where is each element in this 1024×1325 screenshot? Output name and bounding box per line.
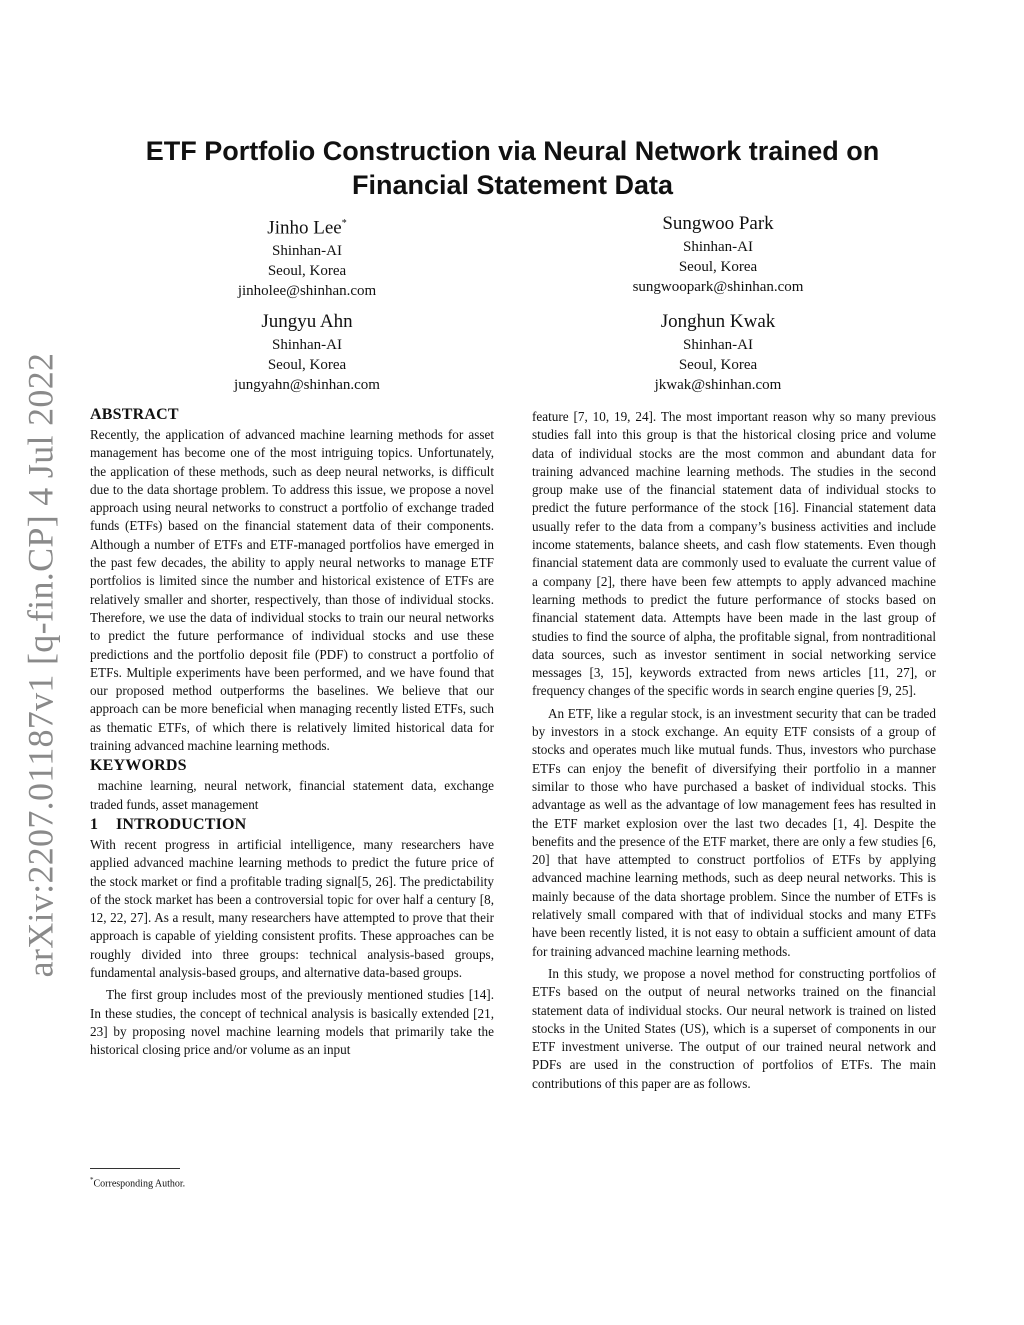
intro-paragraph: With recent progress in artificial intelligence, many researchers have applied advanced machine learning methods to predict the future price of the stock market or find a profitable trading signal[5, 26]. The predictability of the stock market has been a controversial topic for over half a century [8, 12, 22, 27]. As a result, many researchers have attempted to prove that their approach is capable of yielding consistent profits. These approaches can be roughly divided into three groups: technical analysis-based groups, fundamental analysis-based groups, and alternative data-based groups. xyxy=(90,836,494,981)
author-affiliation: Shinhan-AI xyxy=(272,243,342,260)
author-card xyxy=(117,211,497,301)
section-number: 1 xyxy=(90,815,99,833)
arxiv-side-stamp xyxy=(14,352,66,978)
intro-paragraph: In this study, we propose a novel method for constructing portfolios of ETFs based on the output of neural networks trained on the financial statement data of individual stocks. Our neural network is trained on listed stocks in the United States (US), which is a superset of components in our ETF investment universe. The output of our trained neural network and PDFs are used in the construction of portfolios of ETFs. The main contributions of this paper are as follows. xyxy=(532,965,936,1091)
arxiv-id-text: arXiv:2207.01187v1 [q-fin.CP] 4 Jul 2022 xyxy=(20,352,61,978)
paper-title: ETF Portfolio Construction via Neural Network trained on Financial Statement Data xyxy=(145,136,880,200)
author-location: Seoul, Korea xyxy=(267,263,347,280)
footnote-marker: * xyxy=(90,1176,94,1184)
abstract-heading: ABSTRACT xyxy=(90,406,179,423)
author-affiliation: Shinhan-AI xyxy=(272,337,342,353)
corresponding-marker: * xyxy=(341,218,347,229)
author-name: Jungyu Ahn xyxy=(261,311,353,332)
keywords-heading: KEYWORDS xyxy=(90,757,187,775)
author-location: Seoul, Korea xyxy=(267,357,347,373)
footnote-text: Corresponding Author. xyxy=(93,1178,186,1190)
author-location: Seoul, Korea xyxy=(678,259,758,275)
footnote-rule xyxy=(90,1168,180,1169)
author-affiliation: Shinhan-AI xyxy=(683,239,753,255)
left-column xyxy=(90,404,494,1060)
intro-paragraph: The first group includes most of the previously mentioned studies [14]. In these studies, the concept of technical analysis is basically extended [21, 23] by proposing novel machine learning models that primarily take the historical closing price and/or volume as an input xyxy=(90,987,494,1058)
author-name: Jinho Lee* xyxy=(267,217,347,239)
introduction-heading xyxy=(90,814,494,836)
author-card xyxy=(528,211,908,297)
author-card xyxy=(117,309,497,395)
author-location: Seoul, Korea xyxy=(678,357,758,373)
author-email: sungwoopark@shinhan.com xyxy=(632,279,804,295)
author-email: jinholee@shinhan.com xyxy=(237,283,377,300)
abstract-text: Recently, the application of advanced machine learning methods for asset management has become one of the most intriguing topics. Unfortunately, the application of these methods, such as deep neural networks, is difficult due to the data shortage problem. To address this issue, we propose a novel approach using neural networks to construct a portfolio of exchange traded funds (ETFs) based on the financial statement data of their components. Although a number of ETFs and ETF-managed portfolios have emerged in the past few decades, the ability to apply neural networks to manage ETF portfolios is limited since the number and historical existence of ETFs are relatively smaller and shorter, respectively, than those of individual stocks. Therefore, we use the data of individual stocks to train our neural networks to predict the future performance of individual stocks and use these predictions and the portfolio deposit file (PDF) to construct a portfolio of ETFs. Multiple experiments have been performed, and we have found that our proposed method outperforms the baselines. We believe that our approach can be more beneficial when managing recently listed ETFs, such as thematic ETFs, of which there is relatively limited historical data for training advanced machine learning methods. xyxy=(90,427,494,754)
author-name: Jonghun Kwak xyxy=(660,311,776,332)
author-name: Sungwoo Park xyxy=(662,213,774,234)
intro-paragraph-continued: feature [7, 10, 19, 24]. The most important reason why so many previous studies fall into this group is that the historical closing price and volume data of individual stocks are the most common and abundant data for training advanced machine learning methods. The studies in the second group make use of the financial statement data of individual stocks to predict the future performance of the stock [16]. Financial statement data usually refer to the data from a company’s business activities and include income statements, balance sheets, and cash flow statements. Even though financial statement data are commonly used to evaluate the current value of a company [2], there have been few attempts to apply advanced machine learning methods to predict the future performance of stocks based on financial statement data. Attempts have been made in the last group of studies to find the source of alpha, the profitable signal, from nontraditional data sources, such as investor sentiment in social networking service messages [3, 15], keywords extracted from news articles [11, 27], or frequency changes of the specific words in search engine queries [9, 25]. xyxy=(532,409,936,699)
author-card xyxy=(528,309,908,395)
author-email: jungyahn@shinhan.com xyxy=(234,377,380,393)
footnote xyxy=(90,1173,185,1191)
right-column xyxy=(532,408,936,1093)
intro-paragraph: An ETF, like a regular stock, is an investment security that can be traded by investors in a stock exchange. An equity ETF consists of a group of stocks and operates much like mutual funds. Thus, investors who purchase ETFs can enjoy the benefit of diversifying their portfolio in a manner similar to those who have purchased a basket of individual stocks. This advantage as well as the advantage of low management fees has resulted in the ETF market explosion over the last two decades [1, 4]. Despite the benefits and the presence of the ETF market, there are only a few studies [6, 20] that have attempted to construct portfolios of ETFs by applying advanced machine learning methods, such as deep neural networks. This is mainly because of the data shortage problem. Since the number of ETFs is relatively small compared with that of individual stocks and many ETFs have been recently listed, it is not easy to obtain a sufficient amount of data for training advanced machine learning methods. xyxy=(532,705,936,959)
author-affiliation: Shinhan-AI xyxy=(683,337,753,353)
author-email: jkwak@shinhan.com xyxy=(654,377,782,393)
section-title: INTRODUCTION xyxy=(116,815,247,833)
keywords-text: machine learning, neural network, financial statement data, exchange traded funds, asset management xyxy=(90,778,495,812)
